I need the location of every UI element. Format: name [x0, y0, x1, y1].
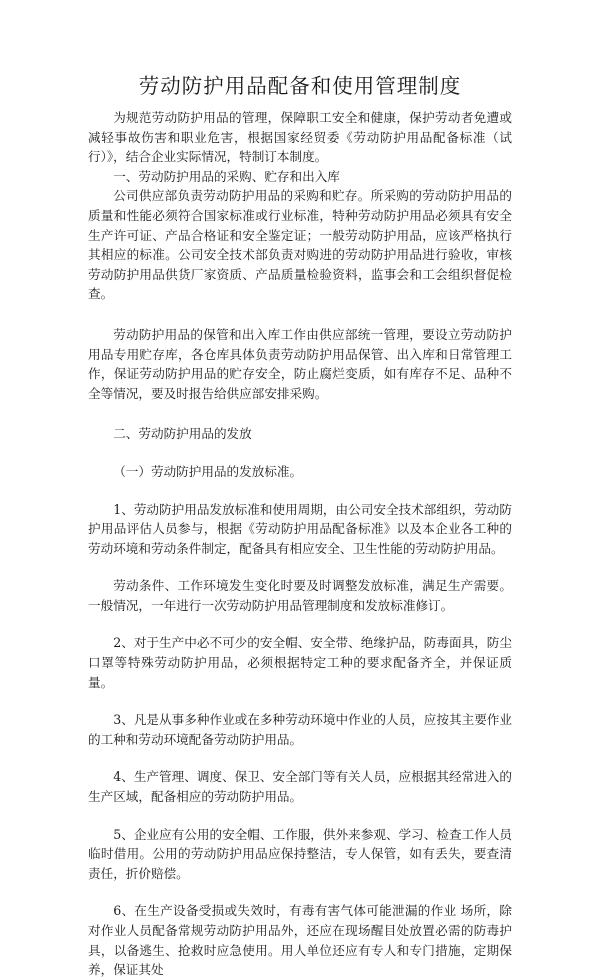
paragraph-adjustment: 劳动条件、工作环境发生变化时要及时调整发放标准，满足生产需要。一般情况，一年进行一次劳动防护用品管理制度和发放标准修订。 — [88, 578, 512, 613]
subsection-heading-standards: （一）劳动防护用品的发放标准。 — [113, 463, 303, 479]
item-3-paragraph: 3、凡是从事多种作业或在多种劳动环境中作业的人员，应按其主要作业的工种和劳动环境配备劳动防护用品。 — [88, 712, 512, 747]
paragraph-procurement: 公司供应部负责劳动防护用品的采购和贮存。所采购的劳动防护用品的质量和性能必须符合国家标准或行业标准，特种劳动防护用品必须具有安全生产许可证、产品合格证和安全鉴定证；一般劳动防护用品，应该严格执行其相应的标准。公司安全技术部负责对购进的劳动防护用品进行验收，审核劳动防护用品供货厂家资质、产品质量检验资料，监事会和工会组织督促检查。 — [88, 188, 512, 302]
section-heading-procurement: 一、劳动防护用品的采购、贮存和出入库 — [113, 168, 340, 184]
item-6-paragraph: 6、在生产设备受损或失效时，有毒有害气体可能泄漏的作业 场所，除对作业人员配备常规劳动防护用品外，还应在现场醒目处放置必需的防毒护具，以备逃生、抢救时应急使用。用人单位还应有专人和专门措施，定期保养，保证其处 — [88, 903, 512, 978]
paragraph-storage: 劳动防护用品的保管和出入库工作由供应部统一管理，要设立劳动防护用品专用贮存库，各仓库具体负责劳动防护用品保管、出入库和日常管理工作，保证劳动防护用品的贮存安全，防止腐烂变质，如有库存不足、品种不全等情况，要及时报告给供应部安排采购。 — [88, 326, 512, 401]
document-title: 劳动防护用品配备和使用管理制度 — [138, 74, 462, 98]
intro-paragraph: 为规范劳动防护用品的管理，保障职工安全和健康，保护劳动者免遭或减轻事故伤害和职业危害，根据国家经贸委《劳动防护用品配备标准（试行）》，结合企业实际情况，特制订本制度。 — [88, 110, 512, 165]
item-4-paragraph: 4、生产管理、调度、保卫、安全部门等有关人员，应根据其经常进入的生产区域，配备相应的劳动防护用品。 — [88, 769, 512, 805]
item-1-paragraph: 1、劳动防护用品发放标准和使用周期，由公司安全技术部组织，劳动防护用品评估人员参与，根据《劳动防护用品配备标准》以及本企业各工种的劳动环境和劳动条件制定，配备具有相应安全、卫生性能的劳动防护用品。 — [88, 501, 512, 556]
section-heading-distribution: 二、劳动防护用品的发放 — [113, 426, 252, 442]
item-2-paragraph: 2、对于生产中必不可少的安全帽、安全带、绝缘护品，防毒面具，防尘口罩等特殊劳动防护用品，必须根据特定工种的要求配备齐全，并保证质量。 — [88, 635, 512, 690]
item-5-paragraph: 5、企业应有公用的安全帽、工作服，供外来参观、学习、检查工作人员临时借用。公用的劳动防护用品应保持整洁，专人保管，如有丢失，要查清责任，折价赔偿。 — [88, 826, 512, 881]
